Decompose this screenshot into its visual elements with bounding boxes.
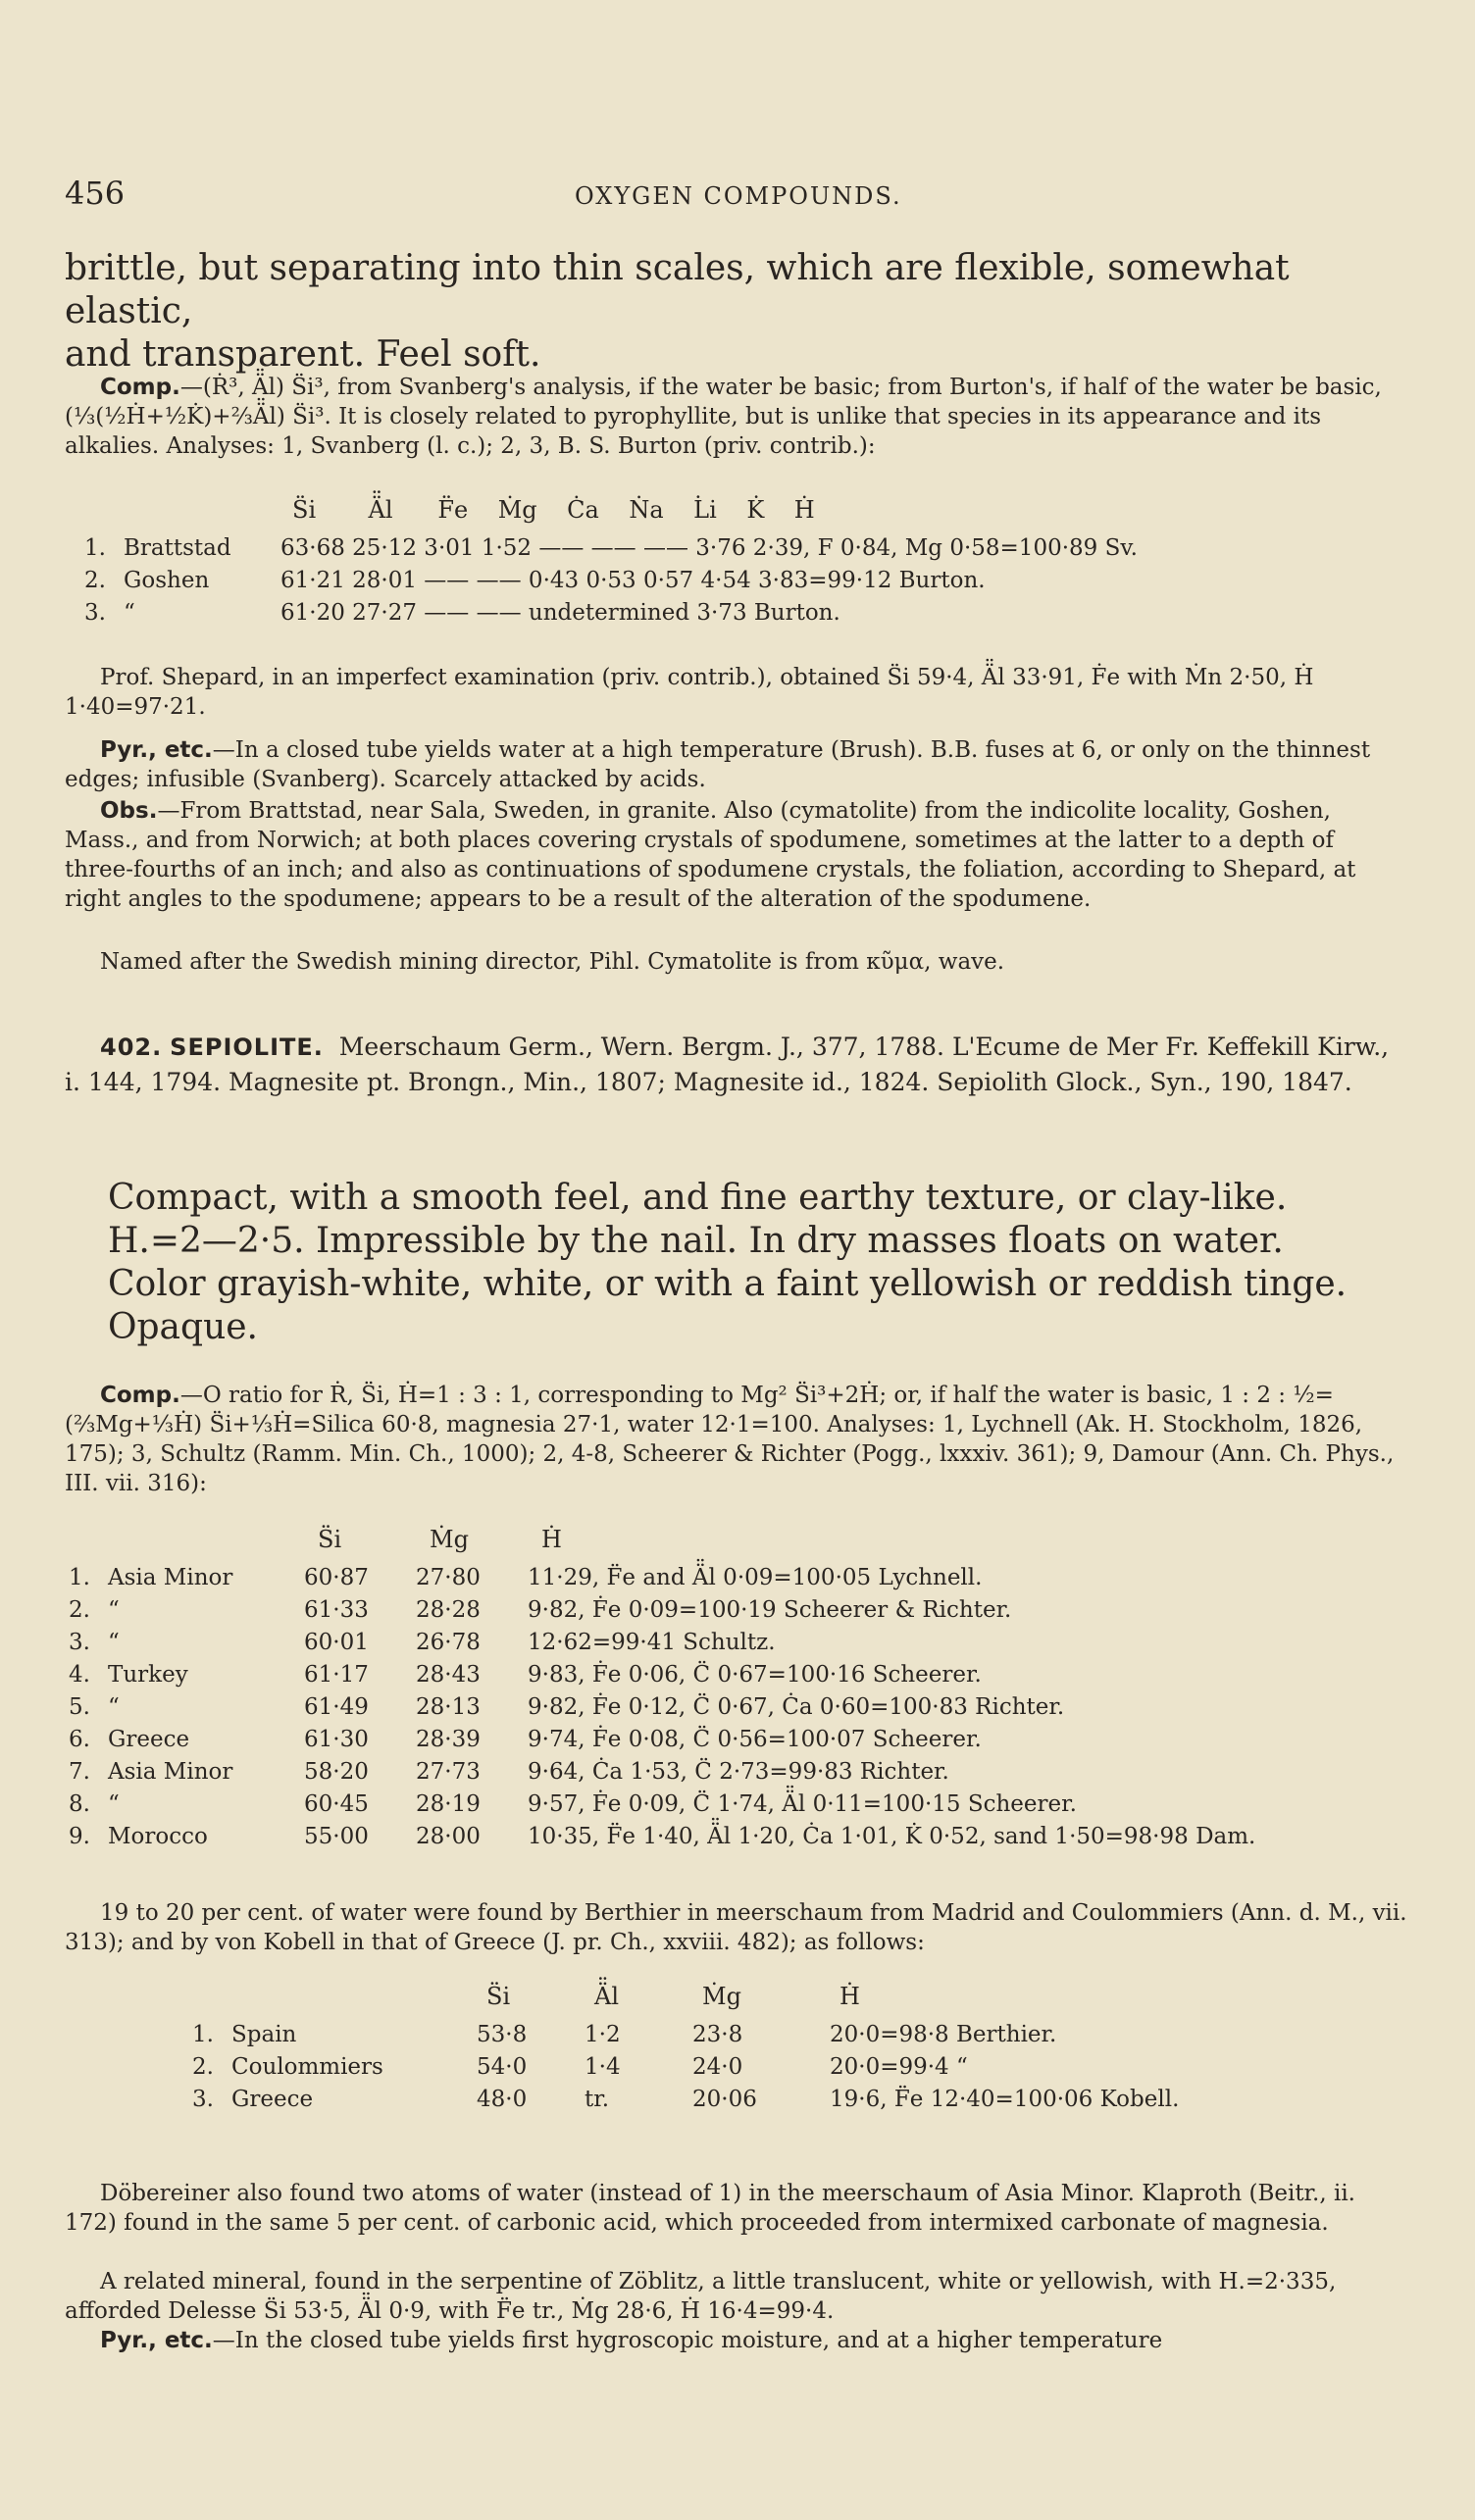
table-row: 1. Asia Minor 60·87 27·80 11·29, F̈e and Ä̈l 0·09=100·05 Lychnell.: [69, 1565, 983, 1590]
mineral-name: SEPIOLITE.: [170, 1033, 324, 1061]
lead-line: brittle, but separating into thin scales, which are flexible, somewhat elastic,: [65, 248, 1290, 331]
table-row: 5. “ 61·49 28·13 9·82, Ḟe 0·12, C̈ 0·67, Ċa 0·60=100·83 Richter.: [69, 1694, 1065, 1720]
shepard-paragraph: Prof. Shepard, in an imperfect examination (priv. contrib.), obtained S̈i 59·4, Ä̈l 33·91, Ḟe with Ṁn 2·50, Ḣ 1·40=97·21.: [65, 665, 1314, 720]
dobereiner-paragraph: Döbereiner also found two atoms of water (instead of 1) in the meerschaum of Asia Minor. Klaproth (Beitr., ii. 172) found in the same 5 per cent. of carbonic acid, which proceeded from intermixed carbonate of magnesia.: [65, 2181, 1355, 2236]
table-header: S̈i Ṁg Ḣ: [318, 1526, 562, 1553]
table-header: S̈i Ä̈l Ṁg Ḣ: [486, 1983, 860, 2010]
pyr-paragraph-1: Pyr., etc.—In a closed tube yields water at a high temperature (Brush). B.B. fuses at 6, or only on the thinnest edges; infusible (Svanberg). Scarcely attacked by acids.: [65, 737, 1371, 792]
running-title: OXYGEN COMPOUNDS.: [575, 182, 902, 210]
table-header: [84, 496, 1147, 535]
sepiolite-heading: [65, 1030, 1408, 1100]
table-row: 9. Morocco 55·00 28·00 10·35, F̈e 1·40, Ä̈l 1·20, Ċa 1·01, K̇ 0·52, sand 1·50=98·98 Dam.: [69, 1824, 1256, 1849]
table-row: 7. Asia Minor 58·20 27·73 9·64, Ċa 1·53, C̈ 2·73=99·83 Richter.: [69, 1759, 949, 1785]
table-row: 1. Brattstad 63·68 25·12 3·01 1·52 —— —— —— 3·76 2·39, F 0·84, Mg 0·58=100·89 Sv.: [84, 535, 1138, 561]
table-row: 6. Greece 61·30 28·39 9·74, Ḟe 0·08, C̈ 0·56=100·07 Scheerer.: [69, 1727, 982, 1752]
comp-label: Comp.: [100, 375, 180, 400]
header-cell: S̈i Ä̈l F̈e Ṁg Ċa Ṅa L̇i K̇ Ḣ: [292, 496, 815, 524]
table-row: 1. Spain 53·8 1·2 23·8 20·0=98·8 Berthier.: [192, 2022, 1057, 2047]
comp-paragraph-2: Comp.—O ratio for Ṙ, S̈i, Ḣ=1 : 3 : 1, corresponding to Mg² S̈i³+2Ḣ; or, if half the water is basic, 1 : 2 : ½=(⅔Mg+⅓Ḣ) S̈i+⅓Ḣ=Silica 60·8, magnesia 27·1, water 12·1=100. Analyses: 1, Lychnell (Ak. H. Stockholm, 1826, 175); 3, Schultz (Ramm. Min. Ch., 1000); 2, 4-8, Scheerer & Richter (Pogg., lxxxiv. 361); 9, Damour (Ann. Ch. Phys., III. vii. 316):: [65, 1383, 1395, 1496]
table-row: 2. “ 61·33 28·28 9·82, Ḟe 0·09=100·19 Scheerer & Richter.: [69, 1597, 1012, 1623]
table-row: 3. “ 61·20 27·27 —— —— undetermined 3·73 Burton.: [84, 600, 840, 626]
synonyms: Meerschaum Germ., Wern. Bergm. J., 377, 1788. L'Ecume de Mer Fr. Keffekill Kirw., i. 144, 1794. Magnesite pt. Brongn., Min., 1807; Magnesite id., 1824. Sepiolith Glock., Syn., 190, 1847.: [65, 1033, 1390, 1096]
comp-paragraph-1: [65, 373, 1408, 461]
table-row: 2. Coulommiers 54·0 1·4 24·0 20·0=99·4 “: [192, 2054, 968, 2080]
obs-paragraph: Obs.—From Brattstad, near Sala, Sweden, in granite. Also (cymatolite) from the indicolite locality, Goshen, Mass., and from Norwich; at both places covering crystals of spodumene, sometimes at the latter to a depth of three-fourths of an inch; and also as continuations of spodumene crystals, the foliation, according to Shepard, at right angles to the spodumene; appears to be a result of the alteration of the spodumene.: [65, 798, 1356, 912]
description: [108, 1177, 1412, 1349]
lead-paragraph: [65, 247, 1408, 377]
lead-line: and transparent. Feel soft.: [65, 334, 541, 375]
analysis-table-3: [192, 1983, 1189, 2119]
page-number: 456: [65, 175, 126, 212]
table-row: 2. Goshen 61·21 28·01 —— —— 0·43 0·53 0·57 4·54 3·83=99·12 Burton.: [84, 568, 986, 593]
table-row: 8. “ 60·45 28·19 9·57, Ḟe 0·09, C̈ 1·74, Ä̈l 0·11=100·15 Scheerer.: [69, 1791, 1077, 1817]
analysis-table-1: [84, 496, 1147, 632]
table-row: 3. Greece 48·0 tr. 20·06 19·6, F̈e 12·40=100·06 Kobell.: [192, 2087, 1180, 2112]
named-paragraph: Named after the Swedish mining director, Pihl. Cymatolite is from κῦμα, wave.: [100, 949, 1005, 975]
description-line: Compact, with a smooth feel, and fine earthy texture, or clay-like.: [108, 1178, 1288, 1218]
comp-text: —(Ṙ³, Ä̈l) S̈i³, from Svanberg's analysis, if the water be basic; from Burton's, if half of the water be basic, (⅓(½Ḣ+½K̇)+⅔Ä̈l) S̈i³. It is closely related to pyrophyllite, but is unlike that species in its appearance and its alkalies. Analyses: 1, Svanberg (l. c.); 2, 3, B. S. Burton (priv. contrib.):: [65, 375, 1382, 459]
description-line: Opaque.: [108, 1307, 258, 1347]
description-line: H.=2—2·5. Impressible by the nail. In dry masses floats on water.: [108, 1221, 1284, 1261]
table-row: 4. Turkey 61·17 28·43 9·83, Ḟe 0·06, C̈ 0·67=100·16 Scheerer.: [69, 1662, 982, 1688]
water-paragraph: 19 to 20 per cent. of water were found by Berthier in meerschaum from Madrid and Coulommiers (Ann. d. M., vii. 313); and by von Kobell in that of Greece (J. pr. Ch., xxviii. 482); as follows:: [65, 1900, 1407, 1955]
table-row: 3. “ 60·01 26·78 12·62=99·41 Schultz.: [69, 1630, 776, 1655]
entry-number: 402.: [100, 1033, 163, 1061]
related-paragraph: A related mineral, found in the serpentine of Zöblitz, a little translucent, white or yellowish, with H.=2·335, afforded Delesse S̈i 53·5, Ä̈l 0·9, with F̈e tr., Ṁg 28·6, Ḣ 16·4=99·4.: [65, 2269, 1337, 2324]
analysis-table-2: [69, 1526, 1265, 1856]
description-line: Color grayish-white, white, or with a faint yellowish or reddish tinge.: [108, 1264, 1348, 1304]
pyr-paragraph-2: Pyr., etc.—In the closed tube yields first hygroscopic moisture, and at a higher temperature: [100, 2328, 1163, 2353]
